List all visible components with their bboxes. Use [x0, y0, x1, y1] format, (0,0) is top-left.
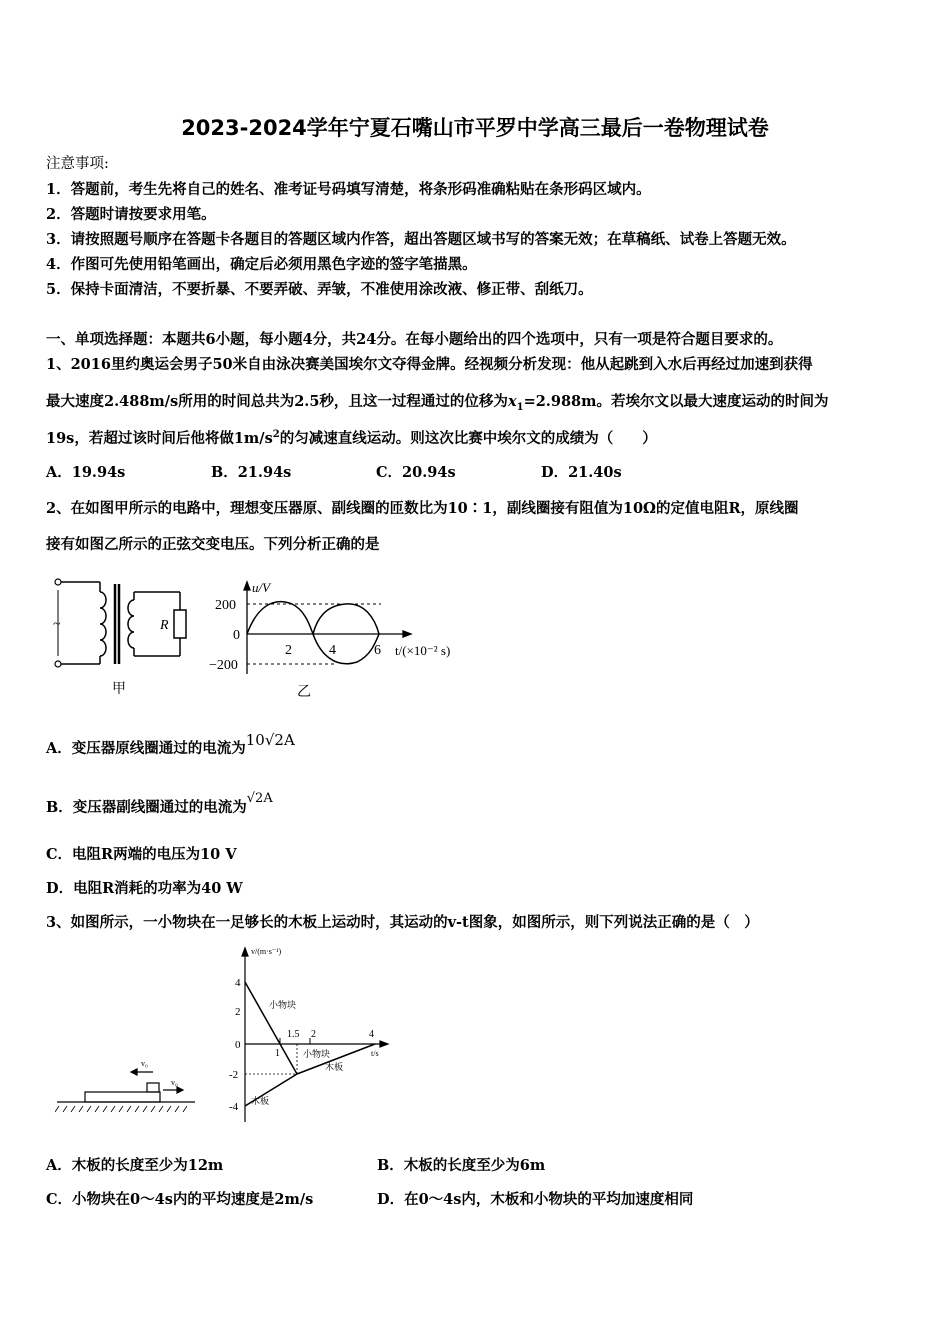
vt-y-tick: -2 [229, 1069, 239, 1081]
q1-option-b[interactable]: B．21.94s [211, 464, 292, 481]
q2-line: 接有如图乙所示的正弦交变电压。下列分析正确的是 [46, 536, 380, 553]
vt-x-axis-label: t/s [371, 1049, 379, 1058]
resistor-label: R [160, 618, 169, 633]
vt-y-tick: 4 [235, 977, 241, 989]
x-axis-label: t/(×10⁻² s) [395, 643, 451, 658]
vt-y-axis-label: v/(m·s⁻¹) [251, 947, 282, 956]
terminal-bottom [55, 661, 61, 667]
x-tick-label: 4 [329, 643, 336, 658]
v0-label-bottom: v₀ [171, 1078, 178, 1087]
board-sketch-figure [55, 1050, 200, 1115]
vt-graph-figure [225, 942, 395, 1132]
vt-y-tick: 2 [235, 1006, 241, 1018]
vt-label-block: 小物块 [303, 1049, 331, 1059]
x-tick-label: 2 [285, 643, 292, 658]
x-tick-label: 6 [374, 643, 381, 658]
y-tick-label: 200 [215, 598, 236, 613]
vt-label-board: 木板 [325, 1062, 344, 1072]
q3-line: 3、如图所示，一小物块在一足够长的木板上运动时，其运动的v-t图象，如图所示，则下列说法正确的是（ ） [46, 914, 759, 931]
y-tick-label: −200 [209, 658, 238, 673]
figure-caption-jia: 甲 [112, 682, 126, 697]
transformer-circuit-figure [40, 572, 200, 702]
q2-option-d[interactable]: D．电阻R消耗的功率为40 W [46, 880, 243, 897]
q1-option-c[interactable]: C．20.94s [376, 464, 456, 481]
q1-line: 19s，若超过该时间后他将做$1m/s^2$的匀减速直线运动。则这次比赛中埃尔文的成绩为（ ） [46, 429, 657, 447]
q1-option-a[interactable]: A．19.94s [46, 464, 126, 481]
terminal-top [55, 579, 61, 585]
q3-option-a[interactable]: A．木板的长度至少为12m [46, 1157, 224, 1174]
section-heading: 一、单项选择题：本题共6小题，每小题4分，共24分。在每小题给出的四个选项中，只有一项是符合题目要求的。 [46, 331, 783, 348]
page-title: 2023-2024学年宁夏石嘴山市平罗中学高三最后一卷物理试卷 [181, 116, 769, 140]
q1-line: 最大速度2.488m/s所用的时间总共为2.5秒，且这一过程通过的位移为$x_1=2.988m$。若埃尔文以最大速度运动的时间为 [46, 393, 829, 413]
vt-y-tick: 0 [235, 1039, 241, 1051]
notice-item: 5．保持卡面清洁，不要折暴、不要弄破、弄皱，不准使用涂改液、修正带、刮纸刀。 [46, 281, 593, 298]
q3-option-c[interactable]: C．小物块在0～4s内的平均速度是2m/s [46, 1191, 314, 1208]
vt-y-tick: -4 [229, 1101, 239, 1113]
block-line [245, 982, 297, 1074]
figure-caption-yi: 乙 [297, 685, 311, 700]
q3-option-b[interactable]: B．木板的长度至少为6m [377, 1157, 546, 1174]
vt-x-tick: 4 [369, 1029, 374, 1040]
voltage-graph-figure [205, 574, 480, 702]
ac-source-symbol: ~ [53, 617, 61, 632]
notice-item: 3．请按照题号顺序在答题卡各题目的答题区域内作答，超出答题区域书写的答案无效；在草稿纸、试卷上答题无效。 [46, 231, 796, 248]
notice-item: 1．答题前，考生先将自己的姓名、准考证号码填写清楚，将条形码准确粘贴在条形码区域内。 [46, 181, 651, 198]
vt-x-tick: 1.5 [287, 1029, 300, 1040]
q2-option-c[interactable]: C．电阻R两端的电压为10 V [46, 846, 237, 863]
q2-option-b[interactable]: B．变压器副线圈通过的电流为√2A [46, 791, 273, 816]
notice-heading: 注意事项: [46, 156, 109, 172]
q3-option-d[interactable]: D．在0～4s内，木板和小物块的平均加速度相同 [377, 1191, 694, 1208]
vt-label-board: 木板 [251, 1096, 270, 1106]
notice-item: 2．答题时请按要求用笔。 [46, 206, 216, 223]
q2-line: 2、在如图甲所示的电路中，理想变压器原、副线圈的匝数比为10∶1，副线圈接有阻值为10Ω的定值电阻R，原线圈 [46, 500, 799, 517]
y-axis-label: u/V [252, 580, 271, 595]
q1-option-d[interactable]: D．21.40s [541, 464, 622, 481]
vt-label-block: 小物块 [269, 1000, 297, 1010]
y-tick-label: 0 [233, 628, 240, 643]
q1-line: 1、2016里约奥运会男子50米自由泳决赛美国埃尔文夺得金牌。经视频分析发现：他从起跳到入水后再经过加速到获得 [46, 356, 813, 373]
notice-item: 4．作图可先使用铅笔画出，确定后必须用黑色字迹的签字笔描黑。 [46, 256, 477, 273]
v0-label-top: v₀ [141, 1059, 148, 1068]
q2-option-a[interactable]: A．变压器原线圈通过的电流为10√2A [46, 731, 295, 757]
vt-x-tick: 2 [311, 1029, 316, 1040]
vt-x-tick: 1 [275, 1048, 280, 1059]
